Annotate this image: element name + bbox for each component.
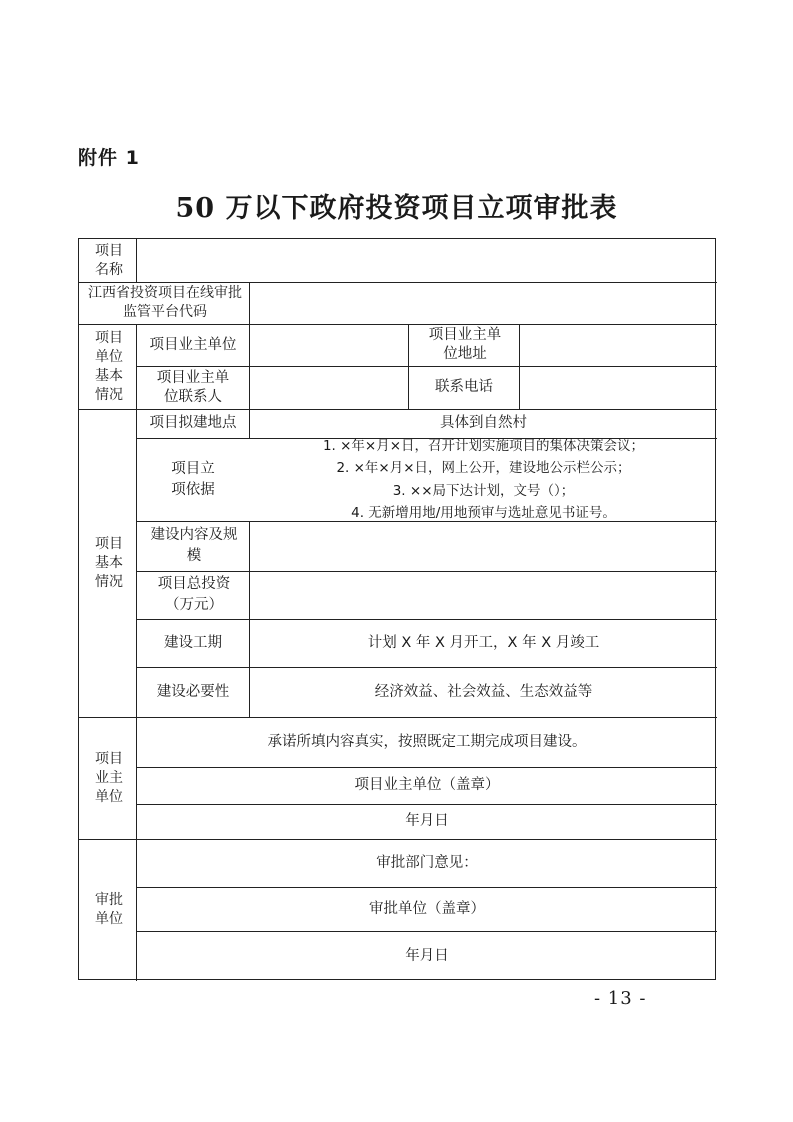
owner-contact-value[interactable] [250, 366, 408, 409]
approval-section-label: 审批单位 [95, 892, 123, 927]
phone-value[interactable] [520, 366, 717, 409]
project-name-label: 项目名称 [95, 242, 123, 278]
scale-label: 建设内容及规模 [150, 527, 238, 564]
owner-commitment-section-label: 项目业主单位 [95, 750, 123, 805]
period-label: 建设工期 [164, 634, 222, 651]
basis-line-2: 2. ×年×月×日，网上公开，建设地公示栏公示； [336, 460, 631, 476]
necessity-label: 建设必要性 [156, 683, 230, 700]
attachment-label: 附件 1 [78, 147, 140, 169]
basis-line-4: 4. 无新增用地/用地预审与选址意见书证号。 [351, 505, 616, 521]
scale-value[interactable] [250, 521, 717, 571]
approval-form-table [78, 238, 716, 980]
owner-unit-value[interactable] [250, 324, 408, 366]
approval-date: 年月日 [405, 947, 449, 964]
owner-contact-label: 项目业主单位联系人 [156, 369, 230, 405]
location-label: 项目拟建地点 [149, 415, 237, 431]
phone-label: 联系电话 [435, 379, 493, 395]
platform-code-label: 江西省投资项目在线审批监管平台代码 [88, 285, 242, 320]
investment-label: 项目总投资（万元） [157, 576, 231, 613]
owner-info-section-label: 项目单位基本情况 [95, 329, 123, 403]
basis-label: 项目立项依据 [171, 460, 215, 498]
commitment-promise: 承诺所填内容真实，按照既定工期完成项目建设。 [267, 733, 587, 750]
project-info-section-label: 项目基本情况 [95, 535, 123, 590]
owner-date: 年月日 [405, 813, 449, 829]
investment-value[interactable] [250, 571, 717, 619]
project-name-value[interactable] [137, 239, 717, 282]
period-value: 计划 X 年 X 月开工，X 年 X 月竣工 [367, 634, 600, 651]
owner-address-label: 项目业主单位地址 [428, 327, 502, 362]
platform-code-value[interactable] [250, 282, 717, 324]
location-value: 具体到自然村 [440, 415, 527, 431]
necessity-value: 经济效益、社会效益、生态效益等 [374, 683, 593, 700]
basis-line-1: 1. ×年×月×日，召开计划实施项目的集体决策会议； [322, 437, 645, 454]
owner-seal: 项目业主单位（盖章） [354, 777, 500, 793]
page-number: - 13 - [594, 988, 647, 1009]
approval-seal: 审批单位（盖章） [369, 900, 485, 917]
owner-address-value[interactable] [520, 324, 717, 366]
form-title: 50 万以下政府投资项目立项审批表 [175, 193, 618, 224]
owner-unit-label: 项目业主单位 [149, 336, 237, 353]
approval-opinion: 审批部门意见： [376, 854, 478, 871]
basis-content [137, 438, 717, 521]
basis-line-3: 3. ××局下达计划，文号（）； [392, 482, 575, 499]
